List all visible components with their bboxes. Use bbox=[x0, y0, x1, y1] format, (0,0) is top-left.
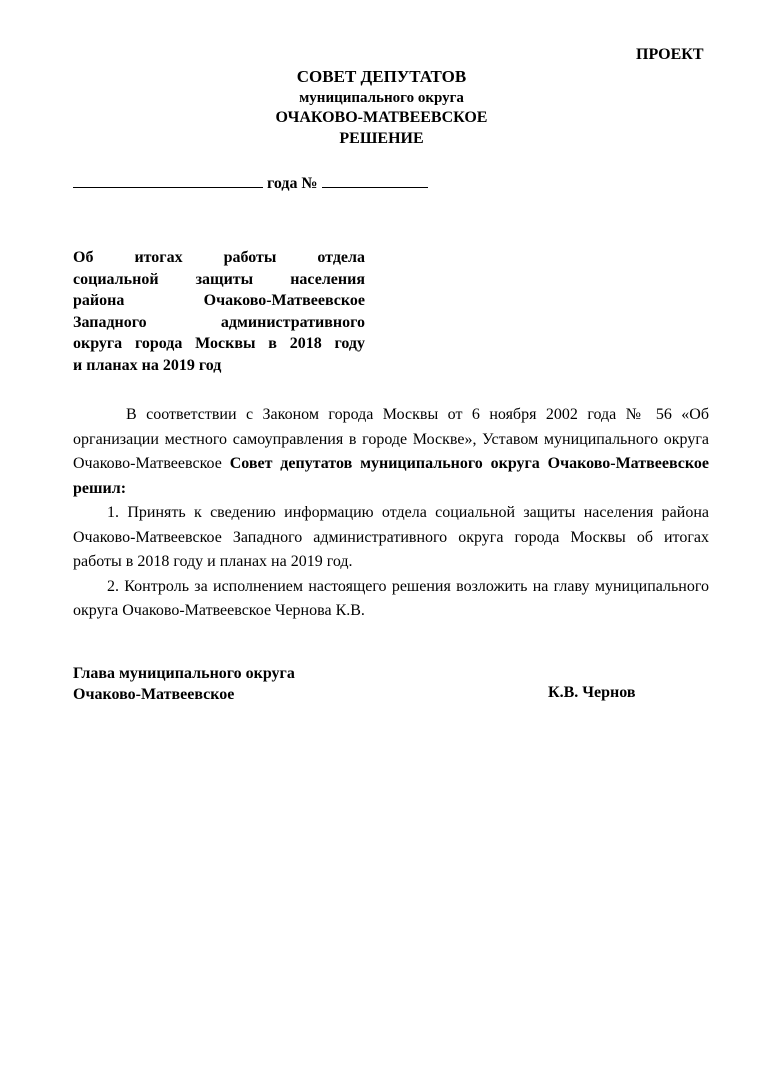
document-type: РЕШЕНИЕ bbox=[339, 130, 424, 147]
subject-line: района Очаково-Матвеевское bbox=[73, 292, 365, 309]
council-title: СОВЕТ ДЕПУТАТОВ bbox=[296, 67, 467, 86]
decision-body bbox=[73, 403, 709, 624]
subject-line: и планах на 2019 год bbox=[73, 356, 222, 374]
signatory-name: К.В. Чернов bbox=[548, 684, 636, 701]
resolution-item-1: 1. Принять к сведению информацию отдела социальной защиты населения района Очаково-Матвеевское Западного административного округа города Москвы об итогах работы в 2018 году и планах на 2019 год. bbox=[73, 504, 709, 570]
subject-line: округа города Москвы в 2018 году bbox=[73, 335, 365, 352]
draft-mark: ПРОЕКТ bbox=[636, 46, 704, 63]
signatory-title: Глава муниципального округа bbox=[73, 665, 295, 682]
subject-line: социальной защиты населения bbox=[73, 270, 365, 288]
date-number-line bbox=[73, 173, 428, 193]
resolution-item-2: 2. Контроль за исполнением настоящего решения возложить на главу муниципального округа Очаково-Матвеевское Чернова К.В. bbox=[73, 577, 709, 619]
date-blank bbox=[73, 173, 263, 188]
subject-line: Западного административного bbox=[73, 313, 365, 331]
preamble-text: В соответствии с Законом города Москвы от 6 ноября 2002 года № 56 «Об организации местного самоуправления в городе Москве», Уставом муниципального округа Очаково-Матвеевское bbox=[73, 406, 709, 472]
signature-block bbox=[73, 663, 295, 705]
signatory-district: Очаково-Матвеевское bbox=[73, 686, 235, 703]
year-number-label: года № bbox=[267, 175, 318, 192]
district-name: ОЧАКОВО-МАТВЕЕВСКОЕ bbox=[275, 109, 488, 126]
subject-line: Об итогах работы отдела bbox=[73, 249, 365, 266]
resolution-phrase: Совет депутатов муниципального округа Очаково-Матвеевское решил: bbox=[73, 455, 710, 497]
number-blank bbox=[322, 173, 428, 188]
preamble-paragraph bbox=[73, 403, 709, 501]
council-subtitle: муниципального округа bbox=[299, 90, 464, 106]
decision-subject bbox=[73, 247, 365, 376]
